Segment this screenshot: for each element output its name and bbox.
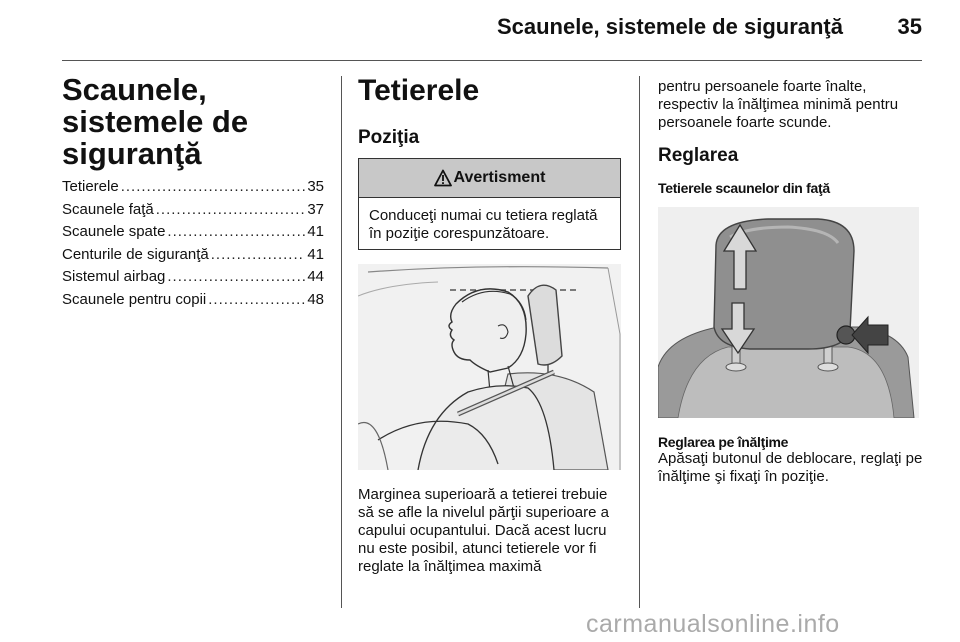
toc-item[interactable]: Scaunele pentru copii ..... 48	[62, 289, 324, 312]
headrest-adjustment-illustration	[658, 207, 919, 418]
warning-box	[358, 158, 621, 250]
adjust-subtitle: Tetierele scaunelor din faţă	[658, 180, 830, 196]
caption-text: Apăsaţi butonul de deblocare, reglaţi pe înălţime şi fixaţi în poziţie.	[658, 450, 923, 485]
header-title: Scaunele, sistemele de siguranţă	[496, 14, 843, 39]
table-of-contents	[62, 176, 324, 311]
page-number: 35	[897, 14, 922, 39]
section-subtitle: Poziţia	[358, 127, 420, 148]
section-title: Tetierele	[358, 74, 480, 107]
warning-header	[359, 159, 620, 198]
warning-title: Avertisment	[453, 169, 546, 186]
watermark-text: carmanualsonline.info	[586, 610, 840, 638]
warning-text: Conduceţi numai cu tetiera reglată în poziţie corespunzătoare.	[369, 207, 598, 242]
adjust-title: Reglarea	[658, 145, 739, 166]
warning-triangle-icon	[434, 169, 452, 187]
column-divider-1	[341, 76, 342, 608]
toc-item[interactable]: Centurile de siguranţă ..... 41	[62, 244, 324, 267]
toc-item[interactable]: Scaunele faţă ..... 37	[62, 199, 324, 222]
header-divider	[62, 60, 922, 61]
driver-head-restraint-illustration	[358, 264, 621, 470]
page-header	[0, 0, 960, 60]
chapter-title: Scaunele, sistemele de siguranţă	[62, 72, 249, 171]
toc-item[interactable]: Sistemul airbag ..... 44	[62, 266, 324, 289]
column-divider-2	[639, 76, 640, 608]
paragraph-position: Marginea superioară a tetierei trebuie să se afle la nivelul părţii superioare a capului ocupantului. Dacă acest lucru nu este posibil, atunci tetierele vor fi reglate la înălţimea maximă	[358, 486, 609, 575]
caption-title: Reglarea pe înălţime	[658, 434, 789, 450]
toc-item[interactable]: Scaunele spate ..... 41	[62, 221, 324, 244]
toc-item[interactable]: Tetierele ..... 35	[62, 176, 324, 199]
paragraph-position-continued: pentru persoanele foarte înalte, respectiv la înălţimea minimă pentru persoanele foarte scunde.	[658, 78, 899, 131]
